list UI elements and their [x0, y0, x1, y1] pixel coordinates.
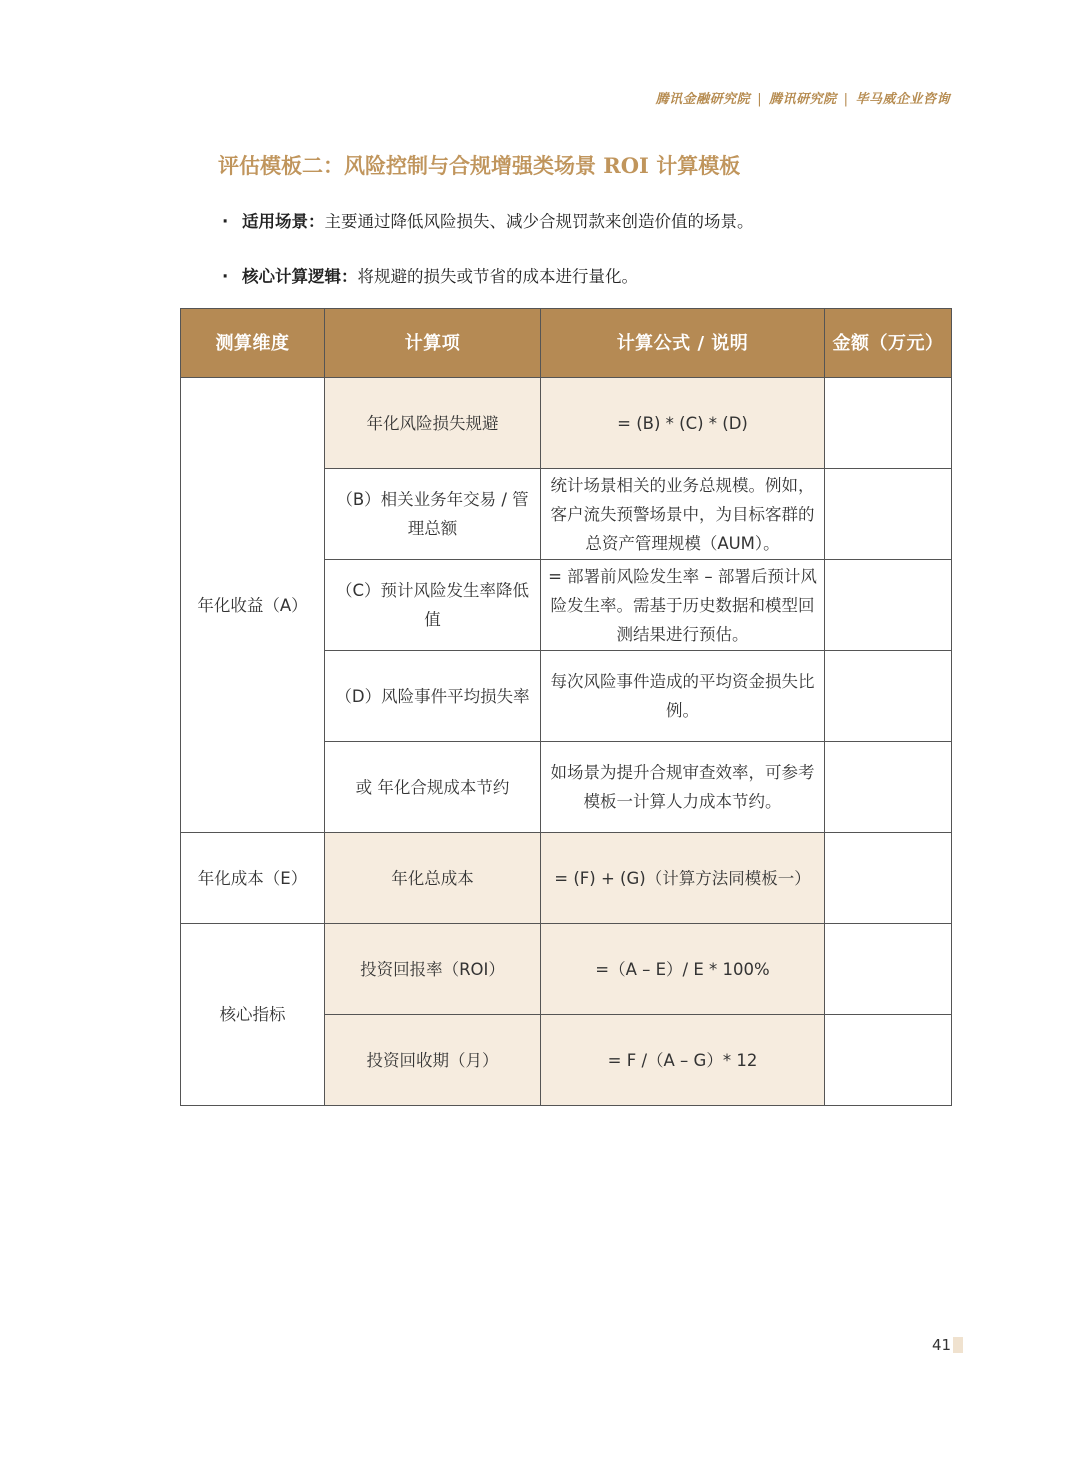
- bullet-text: 主要通过降低风险损失、减少合规罚款来创造价值的场景。: [324, 212, 754, 231]
- header-formula: 计算公式 / 说明: [541, 309, 825, 378]
- page-title: 评估模板二：风险控制与合规增强类场景 ROI 计算模板: [218, 153, 741, 178]
- table-row: [181, 378, 952, 469]
- bullet-logic: [222, 263, 638, 287]
- formula-cell: = 部署前风险发生率 – 部署后预计风险发生率。需基于历史数据和模型回测结果进行预估。: [541, 560, 825, 651]
- item-cell: 或 年化合规成本节约: [325, 742, 541, 833]
- item-cell: （D）风险事件平均损失率: [325, 651, 541, 742]
- header-item: 计算项: [325, 309, 541, 378]
- formula-cell: =（A – E）/ E * 100%: [541, 924, 825, 1015]
- table-row: [181, 833, 952, 924]
- bullet-text: 将规避的损失或节省的成本进行量化。: [357, 267, 638, 286]
- amount-cell[interactable]: [825, 651, 952, 742]
- item-cell: 投资回报率（ROI）: [325, 924, 541, 1015]
- formula-cell: 每次风险事件造成的平均资金损失比例。: [541, 651, 825, 742]
- header-dimension: 测算维度: [181, 309, 325, 378]
- bullet-scenario: [222, 208, 754, 232]
- formula-cell: = F /（A – G）* 12: [541, 1015, 825, 1106]
- item-cell: 年化总成本: [325, 833, 541, 924]
- org-tencent-research: 腾讯研究院: [769, 92, 837, 107]
- formula-cell: = (F) + (G)（计算方法同模板一）: [541, 833, 825, 924]
- group-annual-cost: 年化成本（E）: [181, 833, 325, 924]
- org-separator: |: [843, 92, 849, 107]
- formula-cell: 如场景为提升合规审查效率，可参考模板一计算人力成本节约。: [541, 742, 825, 833]
- header-orgs: [656, 88, 950, 107]
- formula-cell: 统计场景相关的业务总规模。例如，客户流失预警场景中，为目标客群的总资产管理规模（AUM）。: [541, 469, 825, 560]
- item-cell: 年化风险损失规避: [325, 378, 541, 469]
- table-row: [181, 924, 952, 1015]
- amount-cell[interactable]: [825, 1015, 952, 1106]
- amount-cell[interactable]: [825, 378, 952, 469]
- amount-cell[interactable]: [825, 924, 952, 1015]
- group-core-metrics: 核心指标: [181, 924, 325, 1106]
- item-cell: （C）预计风险发生率降低值: [325, 560, 541, 651]
- roi-table: [180, 308, 952, 1106]
- org-tencent-finance: 腾讯金融研究院: [655, 92, 751, 107]
- org-kpmg: 毕马威企业咨询: [855, 92, 950, 107]
- amount-cell[interactable]: [825, 469, 952, 560]
- page-number: [932, 1336, 963, 1354]
- formula-cell: = (B) * (C) * (D): [541, 378, 825, 469]
- table-header-row: [181, 309, 952, 378]
- header-amount: 金额（万元）: [825, 309, 952, 378]
- group-annual-benefit: 年化收益（A）: [181, 378, 325, 833]
- item-cell: （B）相关业务年交易 / 管理总额: [325, 469, 541, 560]
- bullet-label: 适用场景：: [242, 212, 325, 231]
- bullet-dot: ·: [222, 267, 229, 286]
- bullet-dot: ·: [222, 212, 229, 231]
- page-tab-marker: [953, 1337, 963, 1353]
- org-separator: |: [757, 92, 763, 107]
- item-cell: 投资回收期（月）: [325, 1015, 541, 1106]
- amount-cell[interactable]: [825, 560, 952, 651]
- amount-cell[interactable]: [825, 742, 952, 833]
- bullet-label: 核心计算逻辑：: [242, 267, 358, 286]
- page-number-text: 41: [932, 1336, 952, 1354]
- amount-cell[interactable]: [825, 833, 952, 924]
